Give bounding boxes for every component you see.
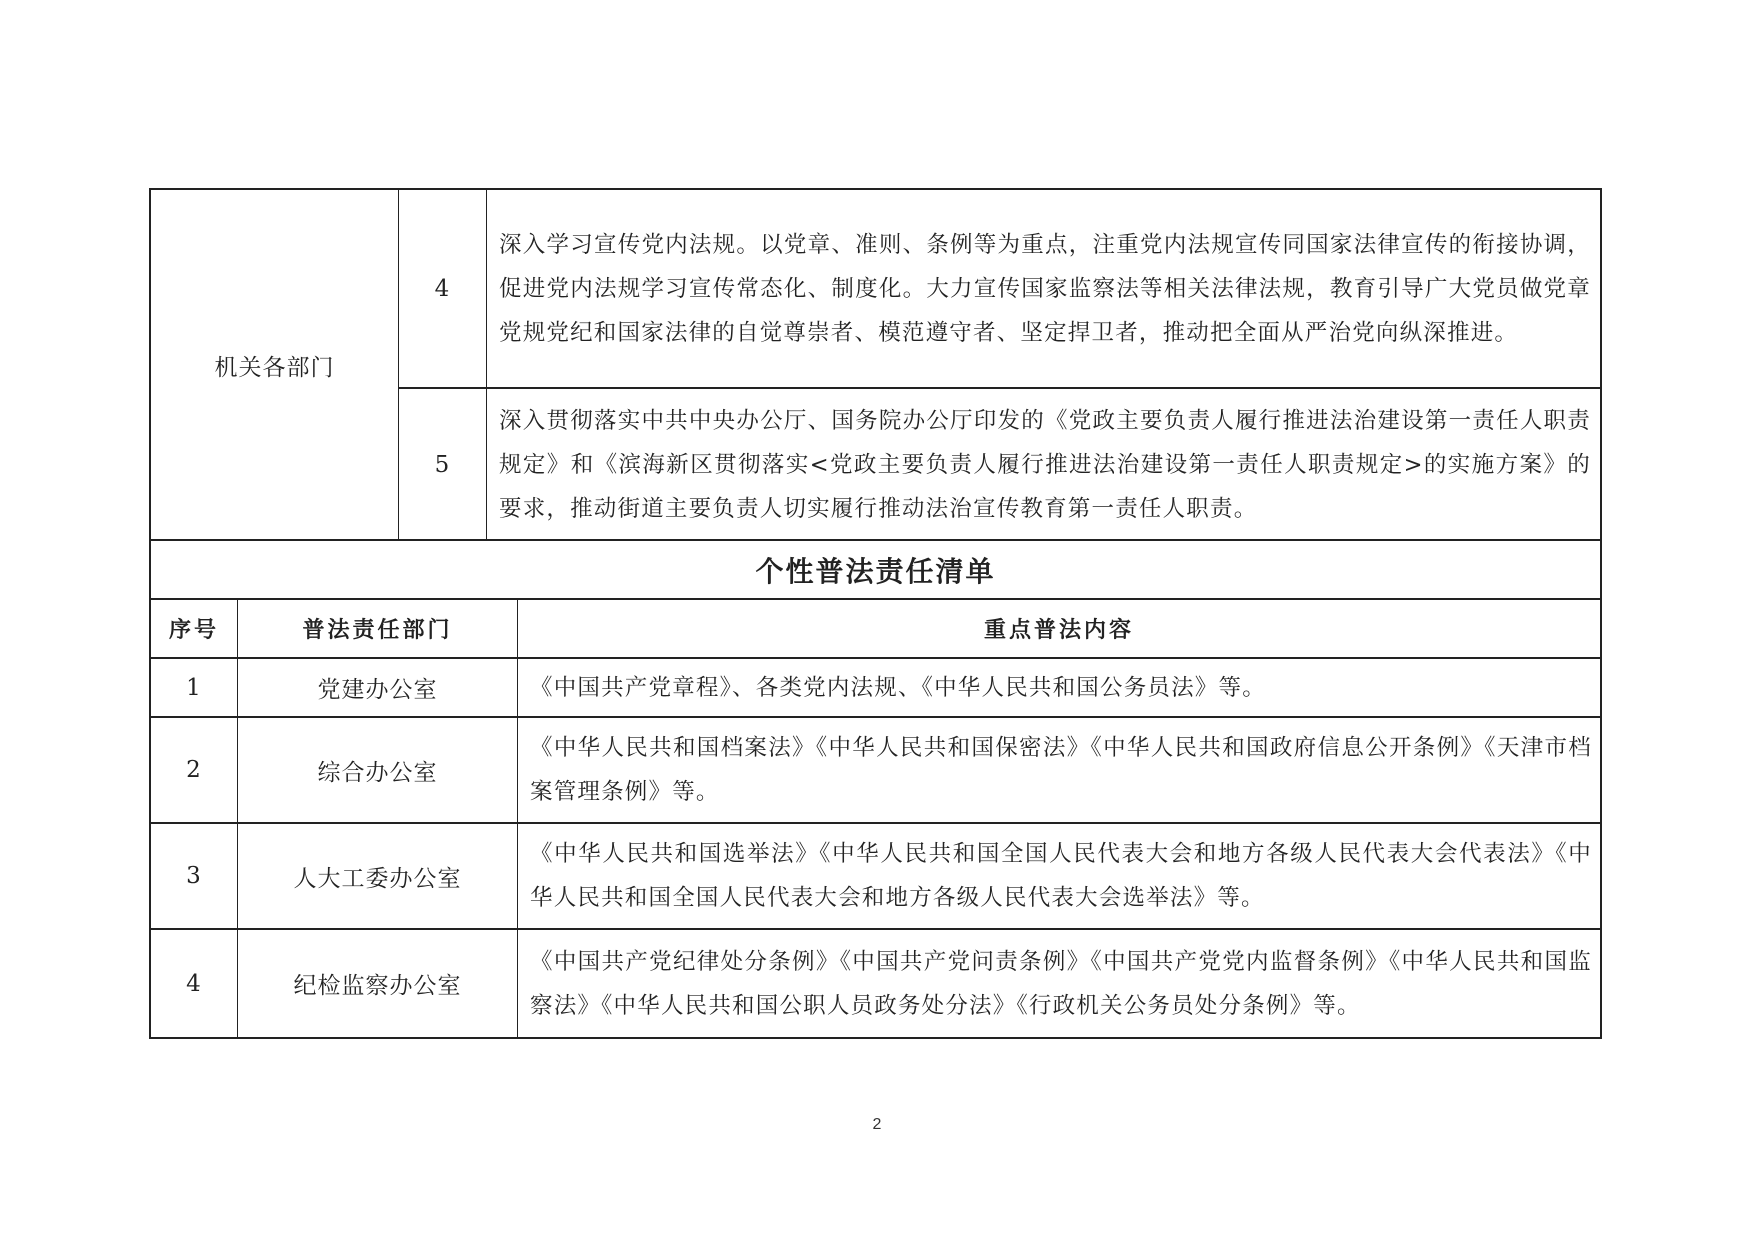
row-number: 1: [186, 674, 202, 701]
row-number-cell: [399, 190, 486, 387]
row-number: 4: [434, 275, 451, 302]
table-row-no: [151, 659, 237, 716]
table-row-department: [238, 718, 517, 822]
department-name: 综合办公室: [317, 759, 438, 786]
row-number: 2: [186, 757, 202, 783]
row-content: 深入学习宣传党内法规。以党章、准则、条例等为重点，注重党内法规宣传同国家法律宣传的衔接协调，促进党内法规学习宣传常态化、制度化。大力宣传国家监察法等相关法律法规，教育引导广大党员做党章党规党纪和国家法律的自觉尊崇者、模范遵守者、坚定捍卫者，推动把全面从严治党向纵深推进。: [499, 231, 1591, 346]
header-content: 重点普法内容: [983, 617, 1134, 643]
table-row-content: [530, 659, 1592, 716]
section-title-text: 个性普法责任清单: [755, 554, 996, 588]
row-content: 《中国共产党章程》、各类党内法规、《中华人民共和国公务员法》等。: [530, 674, 1266, 701]
upper-column-divider-2: [486, 188, 487, 540]
table-row-content: [530, 824, 1592, 928]
lower-column-divider-2: [517, 598, 518, 1039]
table-row-department: [238, 659, 517, 716]
header-department: 普法责任部门: [302, 617, 453, 643]
header-cell: [151, 600, 237, 657]
row-content: 《中华人民共和国选举法》《中华人民共和国全国人民代表大会和地方各级人民代表大会代表法》《中华人民共和国全国人民代表大会和地方各级人民代表大会选举法》等。: [530, 841, 1592, 911]
row-content: 深入贯彻落实中共中央办公厅、国务院办公厅印发的《党政主要负责人履行推进法治建设第一责任人职责规定》和《滨海新区贯彻落实<党政主要负责人履行推进法治建设第一责任人职责规定>的实施方案》的要求，推动街道主要负责人切实履行推动法治宣传教育第一责任人职责。: [499, 407, 1591, 522]
department-name: 党建办公室: [317, 677, 438, 703]
table-row-no: [151, 718, 237, 822]
header-cell: [238, 600, 517, 657]
table-row-content: [530, 930, 1592, 1037]
table-border-bottom: [149, 1037, 1602, 1039]
department-label: 机关各部门: [214, 354, 335, 381]
table-border-right: [1600, 188, 1602, 1039]
department-name: 纪检监察办公室: [293, 973, 462, 999]
department-cell: [151, 190, 398, 540]
row-number-cell: [399, 389, 486, 540]
page-number: 2: [872, 1116, 882, 1133]
header-no: 序号: [168, 617, 219, 643]
department-name: 人大工委办公室: [293, 865, 462, 892]
table-row-department: [238, 930, 517, 1037]
row-number: 5: [434, 451, 451, 478]
row-number: 4: [186, 970, 202, 997]
row-content: 《中华人民共和国档案法》《中华人民共和国保密法》《中华人民共和国政府信息公开条例》《天津市档案管理条例》等。: [530, 735, 1592, 805]
header-cell: [518, 600, 1600, 657]
table-row-no: [151, 930, 237, 1037]
content-cell: [499, 389, 1591, 540]
table-row-department: [238, 824, 517, 928]
row-content: 《中国共产党纪律处分条例》《中国共产党问责条例》《中国共产党党内监督条例》《中华人民共和国监察法》《中华人民共和国公职人员政务处分法》《行政机关公务员处分条例》等。: [530, 948, 1592, 1019]
table-row-no: [151, 824, 237, 928]
section-title: [151, 541, 1600, 598]
content-cell: [499, 190, 1591, 387]
table-row-content: [530, 718, 1592, 822]
row-number: 3: [186, 863, 202, 889]
